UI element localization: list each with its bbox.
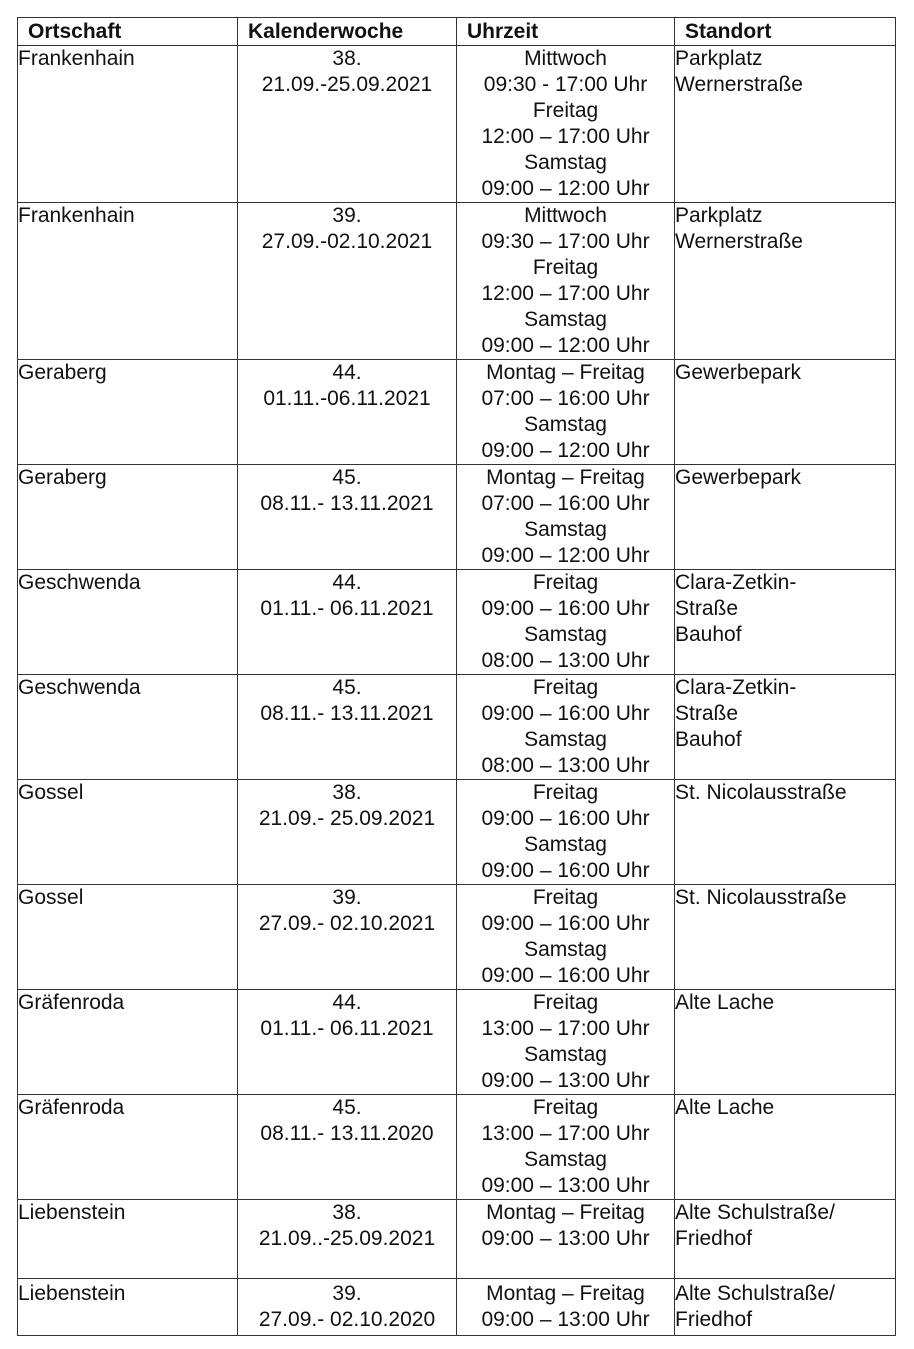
time-line: 09:00 – 12:00 Uhr [481,544,650,567]
time-line: Freitag [532,99,599,122]
table-row [18,1279,896,1336]
week-number: 39. [332,1282,362,1305]
location-line: St. Nicolausstraße [675,886,847,909]
week-dates: 27.09.- 02.10.2020 [258,1308,436,1331]
time-line: 08:00 – 13:00 Uhr [481,754,650,777]
week-dates: 27.09.- 02.10.2021 [258,912,436,935]
uhrzeit-cell [457,780,675,885]
standort-cell [675,46,896,203]
kalenderwoche-cell [238,1095,457,1200]
header-kalenderwoche: Kalenderwoche [238,18,457,46]
week-number: 38. [332,781,362,804]
time-line: Mittwoch [524,47,607,70]
uhrzeit-cell [457,990,675,1095]
kalenderwoche-cell [238,990,457,1095]
week-number: 39. [332,204,362,227]
week-dates: 01.11.- 06.11.2021 [260,597,434,620]
header-uhrzeit: Uhrzeit [457,18,675,46]
week-dates: 21.09.- 25.09.2021 [258,807,436,830]
time-line: 09:00 – 16:00 Uhr [481,597,650,620]
kalenderwoche-cell [238,203,457,360]
time-line: 09:00 – 12:00 Uhr [481,334,650,357]
ortschaft-cell: Geschwenda [18,570,238,675]
time-line: Samstag [524,308,607,331]
time-line: Montag – Freitag [486,466,645,489]
standort-cell [675,570,896,675]
kalenderwoche-cell [238,885,457,990]
uhrzeit-cell [457,360,675,465]
week-number: 45. [332,1096,362,1119]
time-line: 09:00 – 16:00 Uhr [481,964,650,987]
location-line: Parkplatz [675,204,763,227]
ortschaft-cell: Frankenhain [18,203,238,360]
week-number: 44. [332,361,362,384]
header-standort: Standort [675,18,896,46]
time-line: 13:00 – 17:00 Uhr [481,1017,650,1040]
kalenderwoche-cell [238,1200,457,1279]
location-line: Clara-Zetkin- [675,571,797,594]
location-line: Gewerbepark [675,361,802,384]
time-line: Samstag [524,518,607,541]
schedule-table [17,17,896,1336]
ortschaft-cell: Geraberg [18,465,238,570]
ortschaft-cell: Gossel [18,780,238,885]
week-dates: 08.11.- 13.11.2020 [260,1122,434,1145]
time-line: 07:00 – 16:00 Uhr [481,387,650,410]
time-line: 09:00 – 16:00 Uhr [481,859,650,882]
table-row [18,465,896,570]
time-line: 09:00 – 13:00 Uhr [481,1308,650,1331]
time-line: Freitag [532,676,599,699]
location-line: Alte Lache [675,1096,775,1119]
time-line: Freitag [532,1096,599,1119]
ortschaft-cell: Frankenhain [18,46,238,203]
uhrzeit-cell [457,203,675,360]
header-row [18,18,896,46]
week-number: 45. [332,676,362,699]
location-line: Straße [675,702,739,725]
time-line: 09:00 – 12:00 Uhr [481,177,650,200]
ortschaft-cell: Gossel [18,885,238,990]
standort-cell [675,990,896,1095]
uhrzeit-cell [457,465,675,570]
standort-cell [675,780,896,885]
standort-cell [675,465,896,570]
table-row [18,46,896,203]
location-line: Bauhof [675,728,742,751]
week-dates: 21.09..-25.09.2021 [258,1227,436,1250]
location-line: Alte Schulstraße/ [675,1201,835,1224]
time-line: Montag – Freitag [486,361,645,384]
week-dates: 01.11.-06.11.2021 [263,387,431,410]
header-ortschaft: Ortschaft [18,18,238,46]
time-line: 09:00 – 13:00 Uhr [481,1069,650,1092]
time-line: Freitag [532,781,599,804]
time-line: Samstag [524,728,607,751]
standort-cell [675,1279,896,1336]
kalenderwoche-cell [238,1279,457,1336]
time-line: Samstag [524,833,607,856]
kalenderwoche-cell [238,465,457,570]
week-dates: 01.11.- 06.11.2021 [260,1017,434,1040]
time-line: Samstag [524,1148,607,1171]
ortschaft-cell: Geraberg [18,360,238,465]
time-line: 09:00 – 13:00 Uhr [481,1174,650,1197]
location-line: Alte Schulstraße/ [675,1282,835,1305]
kalenderwoche-cell [238,675,457,780]
standort-cell [675,885,896,990]
location-line: Wernerstraße [675,73,803,96]
kalenderwoche-cell [238,46,457,203]
time-line: 08:00 – 13:00 Uhr [481,649,650,672]
kalenderwoche-cell [238,780,457,885]
uhrzeit-cell [457,570,675,675]
time-line: Samstag [524,413,607,436]
standort-cell [675,1095,896,1200]
ortschaft-cell: Geschwenda [18,675,238,780]
uhrzeit-cell [457,1279,675,1336]
week-dates: 08.11.- 13.11.2021 [260,492,434,515]
time-line: Freitag [532,571,599,594]
time-line: Montag – Freitag [486,1201,645,1224]
table-row [18,360,896,465]
time-line: 13:00 – 17:00 Uhr [481,1122,650,1145]
standort-cell [675,360,896,465]
ortschaft-cell: Liebenstein [18,1279,238,1336]
time-line: Mittwoch [524,204,607,227]
location-line: St. Nicolausstraße [675,781,847,804]
table-row [18,1095,896,1200]
time-line: Freitag [532,256,599,279]
uhrzeit-cell [457,675,675,780]
time-line: Samstag [524,938,607,961]
standort-cell [675,203,896,360]
time-line: Samstag [524,1043,607,1066]
time-line: 09:30 - 17:00 Uhr [483,73,648,96]
week-dates: 21.09.-25.09.2021 [261,73,433,96]
week-dates: 27.09.-02.10.2021 [261,230,433,253]
table-row [18,885,896,990]
week-number: 38. [332,47,362,70]
kalenderwoche-cell [238,360,457,465]
location-line: Gewerbepark [675,466,802,489]
time-line: Freitag [532,886,599,909]
time-line: 09:00 – 16:00 Uhr [481,702,650,725]
uhrzeit-cell [457,46,675,203]
time-line: Samstag [524,623,607,646]
ortschaft-cell: Liebenstein [18,1200,238,1279]
table-row [18,675,896,780]
time-line: 07:00 – 16:00 Uhr [481,492,650,515]
time-line: Samstag [524,151,607,174]
location-line: Clara-Zetkin- [675,676,797,699]
time-line: Montag – Freitag [486,1282,645,1305]
table-row [18,780,896,885]
kalenderwoche-cell [238,570,457,675]
time-line: 09:00 – 12:00 Uhr [481,439,650,462]
time-line: 12:00 – 17:00 Uhr [481,125,650,148]
week-number: 38. [332,1201,362,1224]
time-line: 09:00 – 13:00 Uhr [481,1227,650,1250]
uhrzeit-cell [457,1095,675,1200]
time-line: 09:00 – 16:00 Uhr [481,912,650,935]
week-number: 44. [332,571,362,594]
standort-cell [675,1200,896,1279]
table-row [18,570,896,675]
location-line: Alte Lache [675,991,775,1014]
time-line: 12:00 – 17:00 Uhr [481,282,650,305]
location-line: Wernerstraße [675,230,803,253]
uhrzeit-cell [457,1200,675,1279]
table-row [18,203,896,360]
ortschaft-cell: Gräfenroda [18,990,238,1095]
standort-cell [675,675,896,780]
location-line: Parkplatz [675,47,763,70]
week-number: 45. [332,466,362,489]
week-number: 39. [332,886,362,909]
location-line: Straße [675,597,739,620]
table-row [18,1200,896,1279]
week-number: 44. [332,991,362,1014]
location-line: Bauhof [675,623,742,646]
time-line: 09:00 – 16:00 Uhr [481,807,650,830]
week-dates: 08.11.- 13.11.2021 [260,702,434,725]
table-row [18,990,896,1095]
uhrzeit-cell [457,885,675,990]
ortschaft-cell: Gräfenroda [18,1095,238,1200]
time-line: 09:30 – 17:00 Uhr [481,230,650,253]
time-line: Freitag [532,991,599,1014]
location-line: Friedhof [675,1227,753,1250]
location-line: Friedhof [675,1308,753,1331]
